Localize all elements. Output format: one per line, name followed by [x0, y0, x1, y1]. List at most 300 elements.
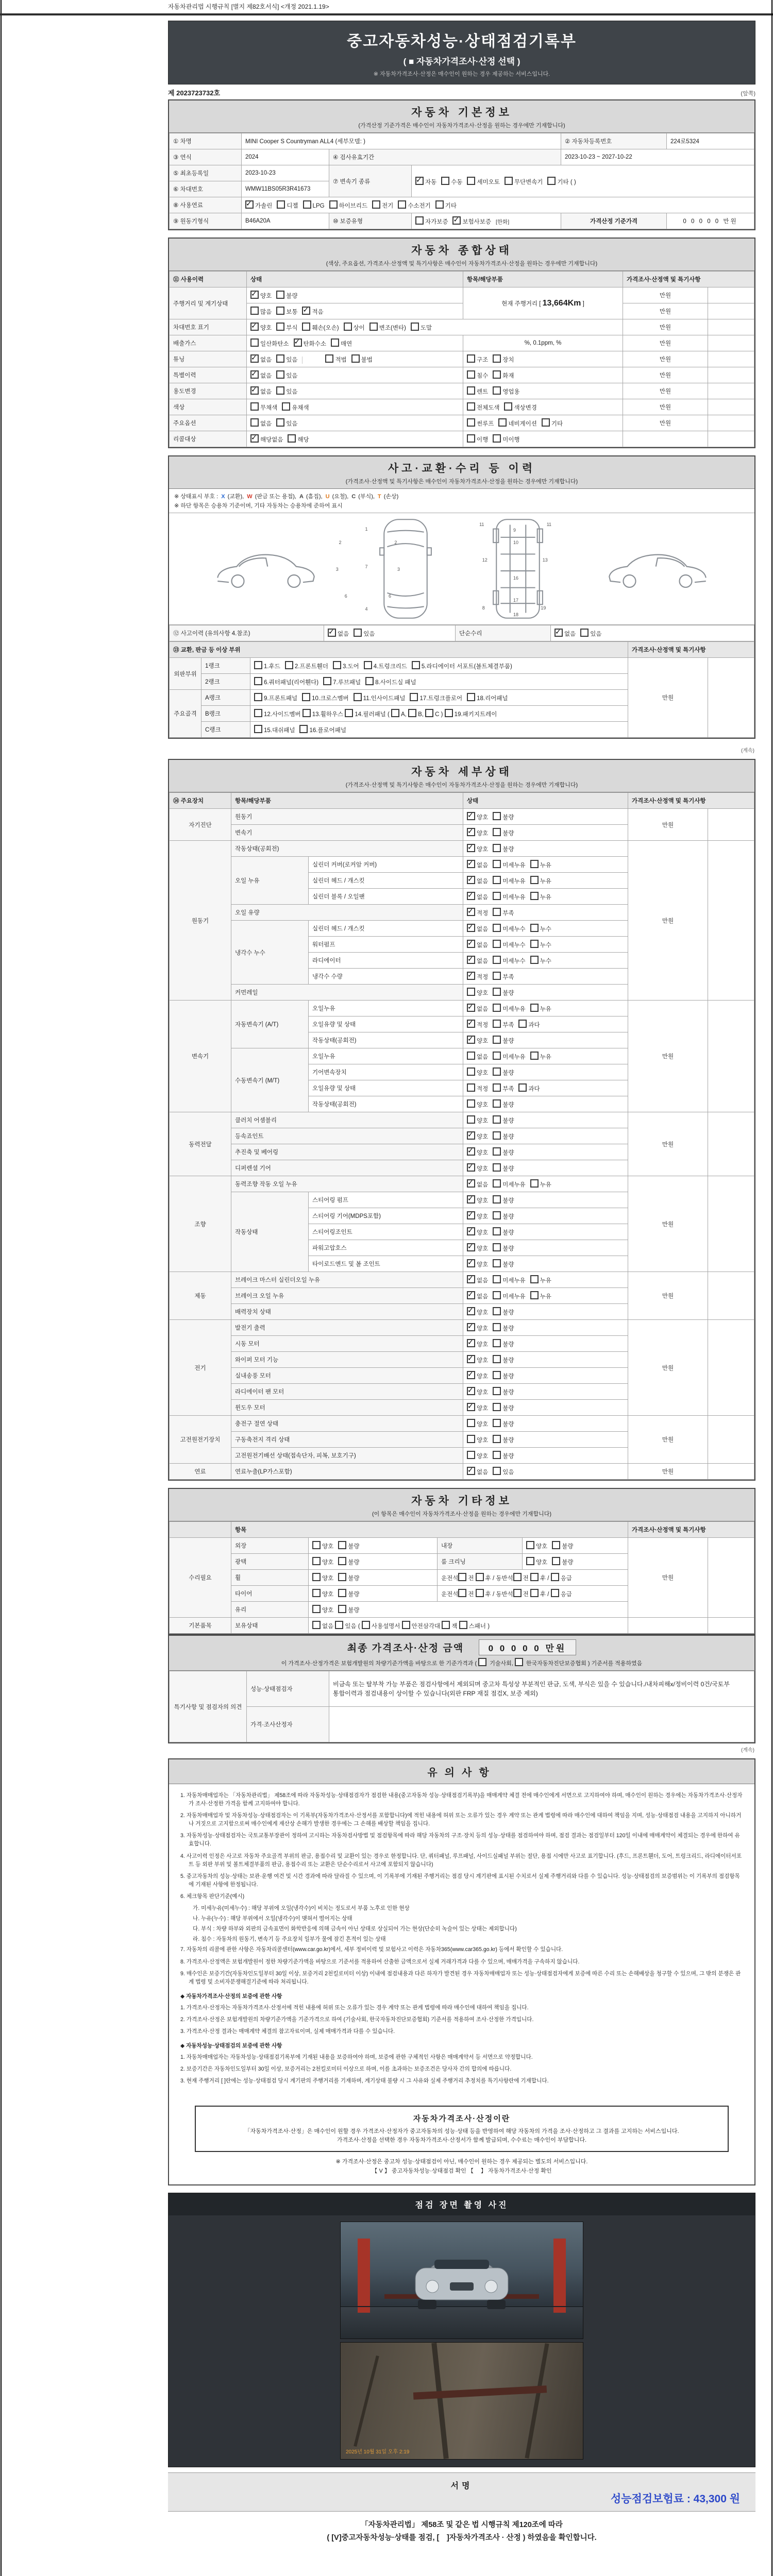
car-side-left-diagram	[210, 540, 322, 597]
checkbox	[467, 1052, 475, 1060]
checkbox	[493, 1259, 501, 1267]
checkbox-option: 양호	[467, 1067, 488, 1077]
checkbox	[467, 1115, 475, 1124]
section-notice	[168, 1758, 755, 2185]
checkbox	[250, 307, 259, 315]
notice-title: 유의사항	[169, 1759, 754, 1784]
checkbox-option: 불량	[493, 1403, 514, 1412]
form-cell	[463, 383, 623, 399]
checkbox	[467, 1179, 475, 1188]
checkbox	[467, 1275, 475, 1283]
checkbox	[338, 1605, 346, 1613]
checkbox	[493, 1435, 501, 1443]
checkbox-option: 미세누유	[493, 1275, 525, 1284]
checkbox-option: ✓ 양호	[467, 1227, 488, 1236]
checkbox	[504, 402, 512, 411]
form-cell	[463, 1016, 628, 1032]
panel-number-marker: 11	[546, 522, 552, 528]
table-cell: 전기	[170, 1320, 231, 1416]
panel-number-marker: 7	[365, 564, 368, 570]
checkbox	[493, 1227, 501, 1235]
checkbox-option: 기타 ( )	[547, 177, 576, 186]
table-cell: 제동	[170, 1272, 231, 1320]
checkbox-option: 유채색	[282, 402, 309, 412]
table-cell: 룸 크리닝	[438, 1554, 523, 1570]
page-marker-front: (앞쪽)	[741, 91, 755, 97]
panel-number-marker: 2	[394, 539, 397, 545]
checkbox	[245, 200, 254, 209]
table-cell: 튜닝	[170, 351, 247, 367]
field-label: ⑨ 원동기형식	[170, 213, 242, 229]
table-cell: ⑭ 주요장치	[170, 793, 231, 809]
form-cell	[463, 1048, 628, 1064]
checkbox-option: 양호	[312, 1605, 333, 1614]
checkbox	[445, 709, 453, 717]
form-cell	[463, 1272, 628, 1288]
checkbox	[493, 860, 501, 868]
form-cell	[463, 985, 628, 1001]
table-cell: A랭크	[201, 690, 250, 706]
opinion-role-label: 성능·상태점검자	[247, 1671, 329, 1707]
checkbox	[276, 307, 284, 315]
checkbox	[312, 1557, 321, 1565]
checkbox	[530, 860, 539, 868]
form-cell	[463, 1224, 628, 1240]
notice-entry: 1. 자동차매매업자는 「자동차관리법」 제58조에 따라 자동차성능·상태점검자가 점검한 내용(중고자동차 성능·상태점검기록부)을 매매계약 체결 전에 매수인에게 서면으로 고지하여야 하며, 매수인이 원하는 경우에는 자동차가격조사·산정자가 조사·산정한 가격을 함께 고지하여야 합니다.	[180, 1792, 743, 1807]
checkbox-option: ✓ 없음	[467, 956, 488, 965]
checkbox	[476, 1573, 484, 1581]
table-cell: 실린더 블록 / 오일팬	[309, 889, 463, 905]
notice-entry: 5. 중고자동차의 성능·상태는 보관·운행 여건 및 시간 경과에 따라 달라질 수 있으며, 이 기록부에 기재된 주행거리는 점검 당시 계기판에 표시된 수치로서 실제 주행거리와 다를 수 있습니다. 성능·상태점검의 보증범위는 이 기록부의 점검항목에 기재된 사항에 한정됩니다.	[180, 1873, 740, 1888]
form-cell	[247, 303, 463, 319]
checkbox	[467, 844, 475, 852]
lift-post	[358, 2239, 370, 2313]
field-label: ② 자동차등록번호	[561, 133, 667, 149]
document-subtitle: ( ■ 자동차가격조사·산정 선택 )	[403, 57, 520, 66]
checkbox-option: 미세누유	[493, 1291, 525, 1300]
field-label: ① 차명	[170, 133, 242, 149]
table-cell: 색상	[170, 399, 247, 415]
checkbox-option: 누수	[530, 940, 551, 949]
checkbox-option: ✓양호	[250, 291, 272, 300]
checkbox-option: 네비게이션	[498, 418, 537, 428]
checkbox	[493, 1131, 501, 1140]
form-cell	[463, 1208, 628, 1224]
accident-title: 사고·교환·수리 등 이력	[388, 463, 536, 474]
table-cell	[708, 431, 754, 447]
checkbox	[530, 1052, 539, 1060]
form-cell	[463, 1352, 628, 1368]
checkbox-option: ✓ 적음	[302, 307, 323, 316]
warranty-type-checks	[412, 213, 561, 229]
form-cell	[463, 351, 623, 367]
checkbox	[493, 924, 501, 932]
checkbox-option: 보통	[276, 307, 297, 316]
checkbox	[518, 1020, 527, 1028]
opinion-role-label: 가격·조사산정자	[247, 1707, 329, 1742]
checkbox	[415, 177, 424, 185]
checkbox	[338, 1557, 346, 1565]
checkbox-option: ✓ 없음	[467, 940, 488, 949]
table-cell	[708, 367, 754, 383]
checkbox	[467, 1227, 475, 1235]
checkbox-option: 불량	[493, 1227, 514, 1236]
checkbox-option: 8.사이드실 패널	[365, 677, 416, 686]
table-cell	[708, 1538, 754, 1618]
car-top-diagram	[377, 516, 434, 621]
checkbox-option: 불량	[338, 1573, 359, 1582]
checkbox-option: 적정	[467, 1083, 488, 1093]
notice-body	[169, 1784, 754, 2097]
inspection-validity-value: 2023-10-23 ~ 2027-10-22	[561, 149, 754, 165]
checkbox-option: 있음	[580, 629, 601, 638]
checkbox-option: 부족	[493, 1020, 514, 1029]
checkbox	[467, 1323, 475, 1331]
overall-title: 자동차 종합상태	[411, 245, 512, 257]
checkbox	[312, 1621, 321, 1629]
checkbox-option: 불량	[493, 1323, 514, 1332]
checkbox-option: 수소전기	[398, 200, 430, 210]
checkbox	[412, 661, 420, 669]
checkbox	[467, 908, 475, 916]
table-cell: 항목/해당부품	[231, 793, 463, 809]
form-cell	[309, 1586, 438, 1602]
checkbox-option: 누유	[530, 1004, 551, 1013]
notice-entry: 가. 미세누유(미세누수) : 해당 부위에 오일(냉각수)이 비치는 정도로서 부품 노후로 인한 현상	[193, 1905, 410, 1912]
table-cell: 실린더 헤드 / 개스킷	[309, 921, 463, 937]
checkbox	[467, 1036, 475, 1044]
checkbox	[277, 200, 285, 209]
checkbox	[467, 1020, 475, 1028]
checkbox-option: ✓ 없음	[250, 370, 272, 380]
table-cell: 시동 모터	[231, 1336, 463, 1352]
etc-info-table	[169, 1521, 754, 1634]
checkbox	[250, 418, 259, 427]
checkbox	[493, 1323, 501, 1331]
document-number: 제 2023723732호	[168, 89, 221, 97]
form-cell	[463, 431, 623, 447]
checkbox-option: ✓ 양호	[467, 1195, 488, 1205]
form-cell	[463, 1032, 628, 1048]
form-cell: 운전석 전 후 / 동반석 전 후 / 응급	[438, 1586, 628, 1602]
checkbox	[493, 1467, 501, 1475]
form-cell	[463, 1192, 628, 1208]
checkbox	[493, 1020, 501, 1028]
checkbox	[467, 370, 475, 379]
price-cell: 만원	[623, 383, 708, 399]
checkbox	[542, 418, 550, 427]
table-cell: 라디에이터	[309, 953, 463, 969]
checkbox-option: 17.트렁크플로어	[410, 693, 462, 702]
notice-entry: 8. 가격조사·산정액은 보험개발원이 정한 차량기준가액을 바탕으로 기준서를 적용하여 산출한 금액으로서 실제 거래가격과 다를 수 있으며, 매매가격을 구속하지 않습니다.	[180, 1958, 580, 1965]
checkbox	[467, 1387, 475, 1395]
checkbox-option: 있음	[276, 370, 297, 380]
checkbox-option: 썬루프	[467, 418, 494, 428]
car-damage-diagram	[169, 513, 754, 625]
checkbox	[282, 402, 290, 411]
table-cell: 고전원전기배선 상태(접속단자, 피복, 보호기구)	[231, 1448, 463, 1464]
checkbox	[493, 972, 501, 980]
table-cell: 브레이크 마스터 실린더오일 누유	[231, 1272, 463, 1288]
checkbox	[493, 434, 501, 443]
inspection-photo-panel	[168, 2193, 755, 2467]
checkbox-option: 불량	[493, 1131, 514, 1141]
checkbox	[276, 323, 284, 331]
table-cell: 충전구 절연 상태	[231, 1416, 463, 1432]
checkbox	[338, 1589, 346, 1597]
checkbox-option: 색상변경	[504, 402, 536, 412]
section-accident-history	[168, 455, 755, 739]
checkbox	[250, 402, 259, 411]
table-cell: 외판부위	[170, 658, 201, 690]
state-mark-W: W	[247, 494, 253, 500]
checkbox	[372, 200, 380, 209]
checkbox-option: 과다	[518, 1083, 540, 1093]
inspector-comment: 비금속 또는 탈부착 가능 부품은 점검사항에서 제외되며 중고차 특성상 부분적인 판금, 도색, 부식은 있을 수 있습니다./내차피해x/정비이력 0건/국토부 통합이력과 점검내용이 상이할 수 있습니다(외판 FRP 재질 점검X, 보증 제외)	[329, 1671, 754, 1707]
table-cell: 냉각수 누수	[231, 921, 309, 985]
checkbox	[493, 1419, 501, 1427]
checkbox-option: ✓ 없음	[467, 1291, 488, 1300]
table-cell: %, 0.1ppm, %	[463, 335, 623, 351]
state-mark-U: U	[325, 494, 330, 500]
price-cell: 만원	[623, 303, 708, 319]
checkbox-option: ✓ 양호	[467, 844, 488, 853]
checkbox	[276, 418, 284, 427]
table-cell: 스티어링 펌프	[309, 1192, 463, 1208]
form-cell: 12.사이드멤버 13.휠하우스 14.필러패널 ( A, B, C ) 19.패키지트레이	[250, 706, 628, 722]
checkbox	[493, 828, 501, 836]
checkbox	[505, 177, 513, 185]
checkbox	[513, 1573, 522, 1581]
checkbox	[344, 323, 352, 331]
checkbox-option: 불량	[493, 1371, 514, 1380]
table-cell: 가격조사·산정액 및 특기사항	[628, 642, 754, 658]
table-cell: 오일누유	[309, 1048, 463, 1064]
form-cell	[463, 1448, 628, 1464]
table-cell: 커먼레일	[231, 985, 463, 1001]
checkbox-option: ✓ 양호	[467, 1323, 488, 1332]
checkbox	[493, 1371, 501, 1379]
photo-timestamp: 2025년 10월 31일 오후 2:19	[346, 2449, 410, 2455]
section-detail-state	[168, 759, 755, 1481]
checkbox-option: 매연	[331, 338, 352, 348]
price-box-title: 자동차가격조사·산정이란	[413, 2114, 511, 2123]
checkbox-option: ✓ 양호	[467, 1163, 488, 1173]
price-cell	[628, 1618, 708, 1634]
form-cell	[463, 889, 628, 905]
checkbox-option: 없음	[250, 418, 272, 428]
checkbox-option: 하이브리드	[329, 200, 368, 210]
table-cell	[708, 335, 754, 351]
checkbox	[467, 1083, 475, 1092]
checkbox	[526, 1557, 534, 1565]
checkbox	[294, 338, 302, 347]
checkbox	[493, 1004, 501, 1012]
price-box-body1: 「자동차가격조사·산정」은 매수인이 원할 경우 가격조사·산정자가 중고자동차의 성능·상태 등을 반영하여 해당 자동차의 가격을 조사·산정하고 그 결과를 고지하는 서비스입니다.	[244, 2128, 679, 2134]
checkbox-option: 불량	[493, 1451, 514, 1460]
checkbox-option: 부식	[276, 323, 297, 332]
checkbox-option: 렌트	[467, 386, 488, 396]
form-cell	[463, 1001, 628, 1016]
checkbox-option: 불량	[493, 1419, 514, 1428]
checkbox	[331, 338, 339, 347]
document-title: 중고자동차성능·상태점검기록부	[347, 33, 577, 50]
checkbox-option: 양호	[467, 988, 488, 997]
checkbox-option: 전기	[372, 200, 393, 210]
checkbox	[302, 323, 310, 331]
final-price-label: 최종 가격조사·산정 금액	[347, 1643, 464, 1654]
checkbox-option: ✓ 양호	[467, 1403, 488, 1412]
panel-number-marker: 6	[389, 593, 392, 599]
fuel-type-checks	[242, 197, 754, 213]
checkbox-option: 불량	[493, 1355, 514, 1364]
checkbox	[254, 677, 262, 685]
checkbox	[493, 1147, 501, 1156]
checkbox	[530, 1179, 539, 1188]
form-cell	[309, 1538, 438, 1554]
table-cell: 수리필요	[170, 1538, 231, 1618]
checkbox	[493, 1291, 501, 1299]
signature-band	[168, 2472, 755, 2512]
checkbox-option: 불량	[493, 1243, 514, 1252]
checkbox-option: ✓ 양호	[467, 1243, 488, 1252]
basic-info-title: 자동차 기본정보	[411, 107, 512, 118]
form-cell	[463, 841, 628, 857]
table-cell	[708, 1001, 754, 1112]
table-cell	[708, 319, 754, 335]
price-cell: 만원	[628, 841, 708, 1001]
checkbox	[493, 940, 501, 948]
checkbox-option: 불량	[493, 1099, 514, 1109]
engine-type-value: B46A20A	[242, 213, 329, 229]
checkbox	[478, 1658, 486, 1666]
panel-number-marker: 8	[482, 605, 485, 611]
table-cell: 광택	[231, 1554, 309, 1570]
checkbox	[530, 956, 539, 964]
checkbox-option: 미세누유	[493, 1179, 525, 1189]
detail-title: 자동차 세부상태	[411, 766, 512, 778]
plate-number-value: 224로5324	[667, 133, 754, 149]
checkbox-option: 과다	[518, 1020, 540, 1029]
table-cell: 오일유량 및 상태	[309, 1080, 463, 1096]
checkbox	[250, 338, 259, 347]
table-cell: 2랭크	[201, 674, 250, 690]
table-cell	[708, 841, 754, 1001]
inspector-opinion	[168, 1670, 755, 1743]
checkbox-option: 불량	[338, 1557, 359, 1566]
checkbox-option: ✓ 가솔린	[245, 200, 272, 210]
checkbox	[476, 1589, 484, 1597]
price-appraisal-explain-box	[195, 2106, 729, 2152]
lift-post	[553, 2239, 566, 2313]
form-cell	[463, 825, 628, 841]
checkbox	[467, 876, 475, 884]
checkbox-option: 전체도색	[467, 402, 499, 412]
price-cell: 만원	[623, 399, 708, 415]
checkbox	[552, 1541, 560, 1549]
overall-state-table	[169, 271, 754, 447]
table-cell	[708, 303, 754, 319]
checkbox	[365, 677, 374, 685]
table-cell: 타이로드엔드 및 볼 조인트	[309, 1256, 463, 1272]
table-cell	[708, 287, 754, 303]
table-cell: 타이어	[231, 1586, 309, 1602]
price-cell: 만원	[623, 367, 708, 383]
checkbox-option: ✓ 적정	[467, 908, 488, 917]
table-cell: 가격조사·산정액 및 특기사항	[628, 793, 754, 809]
overall-note: (색상, 주요옵션, 가격조사·산정액 및 특기사항은 매수인이 자동차가격조사·산정을 원하는 경우에만 기재합니다)	[326, 261, 598, 267]
checkbox	[452, 216, 461, 225]
checkbox	[312, 1541, 321, 1549]
table-cell	[170, 1522, 231, 1538]
form-cell	[463, 367, 623, 383]
checkbox-option: 누수	[530, 956, 551, 965]
customer-confirm-row: 【 V 】 중고자동차성능·상태점검 확인 【 】 자동차가격조사·산정 확인	[372, 2168, 552, 2175]
table-cell: 윈도우 모터	[231, 1400, 463, 1416]
checkbox-option: 있음	[276, 418, 297, 428]
table-cell: 작동상태	[231, 1192, 309, 1272]
table-cell: 단순수리	[456, 625, 551, 641]
form-cell	[309, 1602, 628, 1618]
price-cell: 만원	[628, 1176, 708, 1272]
field-label: ⑩ 보증유형	[329, 213, 412, 229]
form-cell	[463, 399, 623, 415]
checkbox-option: 미세누수	[493, 924, 525, 933]
checkbox-option: 미세누유	[493, 876, 525, 885]
form-cell	[309, 1570, 438, 1586]
form-cell	[463, 1176, 628, 1192]
checkbox	[467, 860, 475, 868]
table-cell	[708, 658, 754, 738]
state-mark-A: A	[299, 494, 304, 500]
checkbox	[467, 402, 475, 411]
table-cell	[708, 809, 754, 841]
checkbox	[526, 1541, 534, 1549]
checkbox-option: 7.루브패널	[323, 677, 361, 686]
table-cell: 원동기	[170, 841, 231, 1001]
table-cell: 클러치 어셈블리	[231, 1112, 463, 1128]
checkbox	[493, 1163, 501, 1172]
checkbox-option: 불법	[351, 354, 373, 364]
checkbox	[250, 354, 259, 363]
checkbox-option: 11.인사이드패널	[354, 693, 406, 702]
checkbox	[530, 1573, 539, 1581]
checkbox	[459, 1621, 467, 1629]
checkbox-option: ✓ 탄화수소	[294, 338, 326, 348]
checkbox-option: 불량	[493, 1163, 514, 1173]
checkbox	[302, 693, 310, 701]
field-label: ⑥ 차대번호	[170, 181, 242, 197]
checkbox-option: ✓ 없음	[250, 386, 272, 396]
table-cell: 배출가스	[170, 335, 247, 351]
form-cell	[247, 319, 623, 335]
checkbox	[493, 1083, 501, 1092]
table-cell	[708, 1416, 754, 1464]
checkbox	[312, 1589, 321, 1597]
checkbox-option: 15.대쉬패널	[254, 725, 295, 734]
checkbox-option: 불량	[493, 1339, 514, 1348]
checkbox-option: 자가보증	[415, 216, 448, 226]
section-etc-info	[168, 1488, 755, 1635]
table-cell: 냉각수 수량	[309, 969, 463, 985]
checkbox-option: 누수	[530, 924, 551, 933]
checkbox-option: 미세누유	[493, 1004, 525, 1013]
table-cell: 자기진단	[170, 809, 231, 841]
form-cell	[463, 1320, 628, 1336]
checkbox-option: ✓ 양호	[467, 1036, 488, 1045]
table-cell: ⑬ 교환, 판금 등 이상 부위	[170, 642, 628, 658]
checkbox-option: 무단변속기	[505, 177, 543, 186]
